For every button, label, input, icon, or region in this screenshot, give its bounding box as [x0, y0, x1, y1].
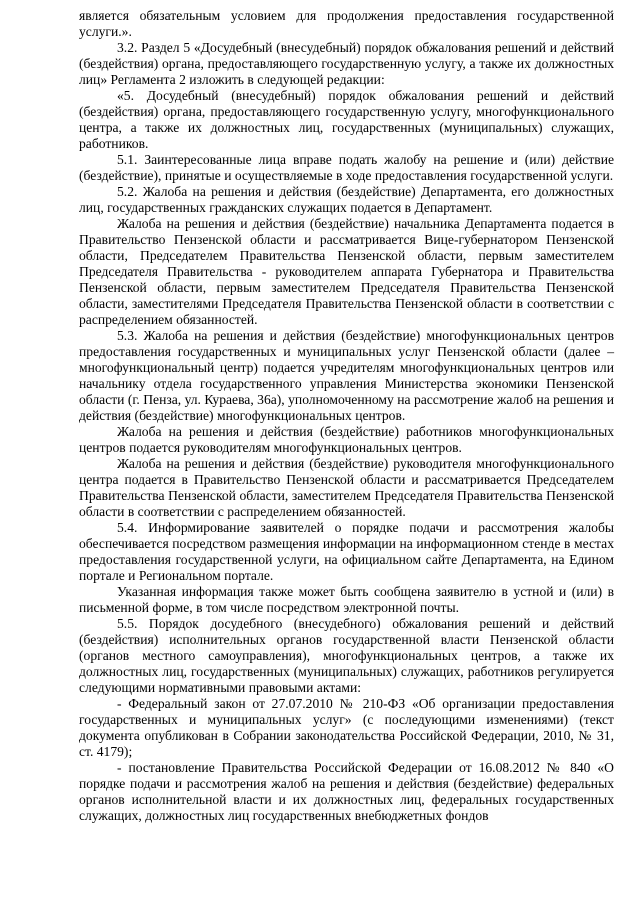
list-item-federal-law: - Федеральный закон от 27.07.2010 № 210-ФЗ «Об организации предоставления государственных и муниципальных услуг» (с последующими изменениями) (текст документа опубликован в Собрании законодательства Российской Федерации, 2010, № 31, ст. 4179);	[79, 696, 614, 759]
paragraph-5-2: 5.2. Жалоба на решения и действия (бездействие) Департамента, его должностных лиц, государственных гражданских служащих подается в Департамент.	[79, 184, 614, 215]
paragraph-5-2-head: Жалоба на решения и действия (бездействие) начальника Департамента подается в Правительство Пензенской области и рассматривается Вице-губернатором Пензенской области, Председателем Правительства Пензенской области, первым заместителем Председателя Правительства - руководителем аппарата Губернатора и Правительства Пензенской области, первым заместителем Председателя Правительства Пензенской области, заместителями Председателя Правительства Пензенской области в соответствии с распределением обязанностей.	[79, 216, 614, 327]
paragraph-5-3-head: Жалоба на решения и действия (бездействие) руководителя многофункционального центра подается в Правительство Пензенской области и рассматривается Председателем Правительства Пензенской области, заместителем Председателя Правительства Пензенской области в соответствии с распределением обязанностей.	[79, 456, 614, 519]
paragraph-continuation: является обязательным условием для продолжения предоставления государственной услуги.».	[79, 8, 614, 39]
paragraph-5-3: 5.3. Жалоба на решения и действия (бездействие) многофункциональных центров предоставления государственных и муниципальных услуг Пензенской области (далее – многофункциональный центр) подается учредителям многофункциональных центров или начальнику отдела государственного управления Министерства экономики Пензенской области (г. Пенза, ул. Кураева, 36а), уполномоченному на рассмотрение жалоб на решения и действия (бездействие) многофункциональных центров.	[79, 328, 614, 423]
paragraph-5-3-workers: Жалоба на решения и действия (бездействие) работников многофункциональных центров подается руководителям многофункциональных центров.	[79, 424, 614, 455]
paragraph-5-4: 5.4. Информирование заявителей о порядке подачи и рассмотрения жалобы обеспечивается посредством размещения информации на информационном стенде в местах предоставления государственной услуги, на официальном сайте Департамента, на Едином портале и Региональном портале.	[79, 520, 614, 583]
paragraph-5-5: 5.5. Порядок досудебного (внесудебного) обжалования решений и действий (бездействия) исполнительных органов государственной власти Пензенской области (органов местного самоуправления), многофункциональных центров, а также их должностных лиц, государственных (муниципальных) служащих, работников регулируется следующими нормативными правовыми актами:	[79, 616, 614, 695]
paragraph-3-2: 3.2. Раздел 5 «Досудебный (внесудебный) порядок обжалования решений и действий (бездействия) органа, предоставляющего государственную услугу, а также их должностных лиц» Регламента 2 изложить в следующей редакции:	[79, 40, 614, 87]
paragraph-section-5-title: «5. Досудебный (внесудебный) порядок обжалования решений и действий (бездействия) органа, предоставляющего государственную услугу, многофункционального центра, а также их должностных лиц, государственных (муниципальных) служащих, работников.	[79, 88, 614, 151]
list-item-government-decree: - постановление Правительства Российской Федерации от 16.08.2012 № 840 «О порядке подачи и рассмотрения жалоб на решения и действия (бездействие) федеральных органов исполнительной власти и их должностных лиц, федеральных государственных служащих, должностных лиц государственных внебюджетных фондов	[79, 760, 614, 823]
paragraph-5-4-info: Указанная информация также может быть сообщена заявителю в устной и (или) в письменной форме, в том числе посредством электронной почты.	[79, 584, 614, 615]
paragraph-5-1: 5.1. Заинтересованные лица вправе подать жалобу на решение и (или) действие (бездействие), принятые и осуществляемые в ходе предоставления государственной услуги.	[79, 152, 614, 183]
